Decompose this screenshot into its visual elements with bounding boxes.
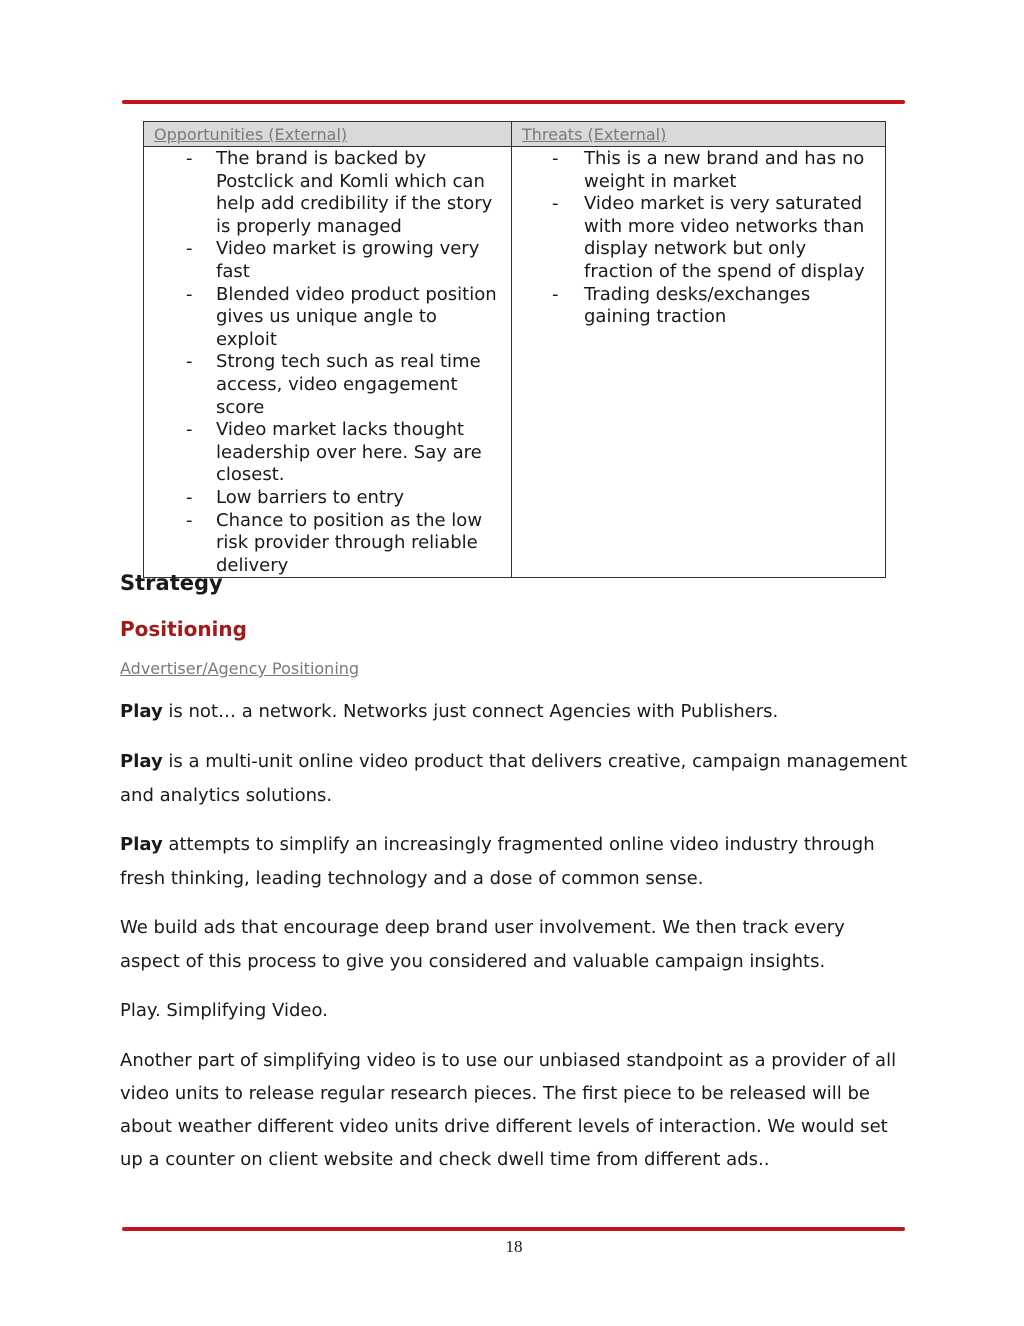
brand-name: Play (120, 751, 163, 772)
paragraph (120, 828, 910, 896)
paragraph-text: is a multi-unit online video product that delivers creative, campaign management and analytics solutions. (120, 751, 908, 806)
opportunities-header: Opportunities (External) (144, 122, 512, 147)
list-item: - Chance to position as the low risk provider through reliable delivery (154, 510, 501, 578)
header-rule (122, 100, 905, 104)
advertiser-agency-subheading: Advertiser/Agency Positioning (120, 659, 360, 678)
list-item: - Video market lacks thought leadership over here. Say are closest. (154, 419, 501, 487)
positioning-heading: Positioning (120, 617, 247, 641)
threats-cell (512, 147, 886, 578)
list-item: - Blended video product position gives us unique angle to exploit (154, 284, 501, 352)
paragraph-text: attempts to simplify an increasingly fragmented online video industry through fresh thinking, leading technology and a dose of common sense. (120, 834, 875, 889)
list-item: - The brand is backed by Postclick and Komli which can help add credibility if the story is properly managed (154, 148, 501, 238)
list-item: - Video market is very saturated with more video networks than display network but only fraction of the spend of display (522, 193, 875, 283)
threats-header: Threats (External) (512, 122, 886, 147)
brand-name: Play (120, 701, 163, 722)
paragraph: Another part of simplifying video is to use our unbiased standpoint as a provider of all video units to release regular research pieces. The first piece to be released will be about weather different video units drive different levels of interaction. We would set up a counter on client website and check dwell time from different ads.. (120, 1050, 897, 1170)
swot-table (143, 121, 886, 578)
list-item: - Trading desks/exchanges gaining traction (522, 284, 875, 329)
paragraph: We build ads that encourage deep brand user involvement. We then track every aspect of this process to give you considered and valuable campaign insights. (120, 917, 845, 972)
tagline: Play. Simplifying Video. (120, 1000, 328, 1021)
footer-rule (122, 1227, 905, 1231)
list-item: - Video market is growing very fast (154, 238, 501, 283)
paragraph (120, 745, 910, 813)
strategy-heading: Strategy (120, 571, 223, 595)
opportunities-cell (144, 147, 512, 578)
brand-name: Play (120, 834, 163, 855)
page-number: 18 (505, 1237, 523, 1256)
list-item: - Strong tech such as real time access, video engagement score (154, 351, 501, 419)
paragraph (120, 695, 910, 729)
list-item: - Low barriers to entry (154, 487, 501, 510)
paragraph-text: is not… a network. Networks just connect Agencies with Publishers. (162, 701, 779, 722)
list-item: - This is a new brand and has no weight in market (522, 148, 875, 193)
